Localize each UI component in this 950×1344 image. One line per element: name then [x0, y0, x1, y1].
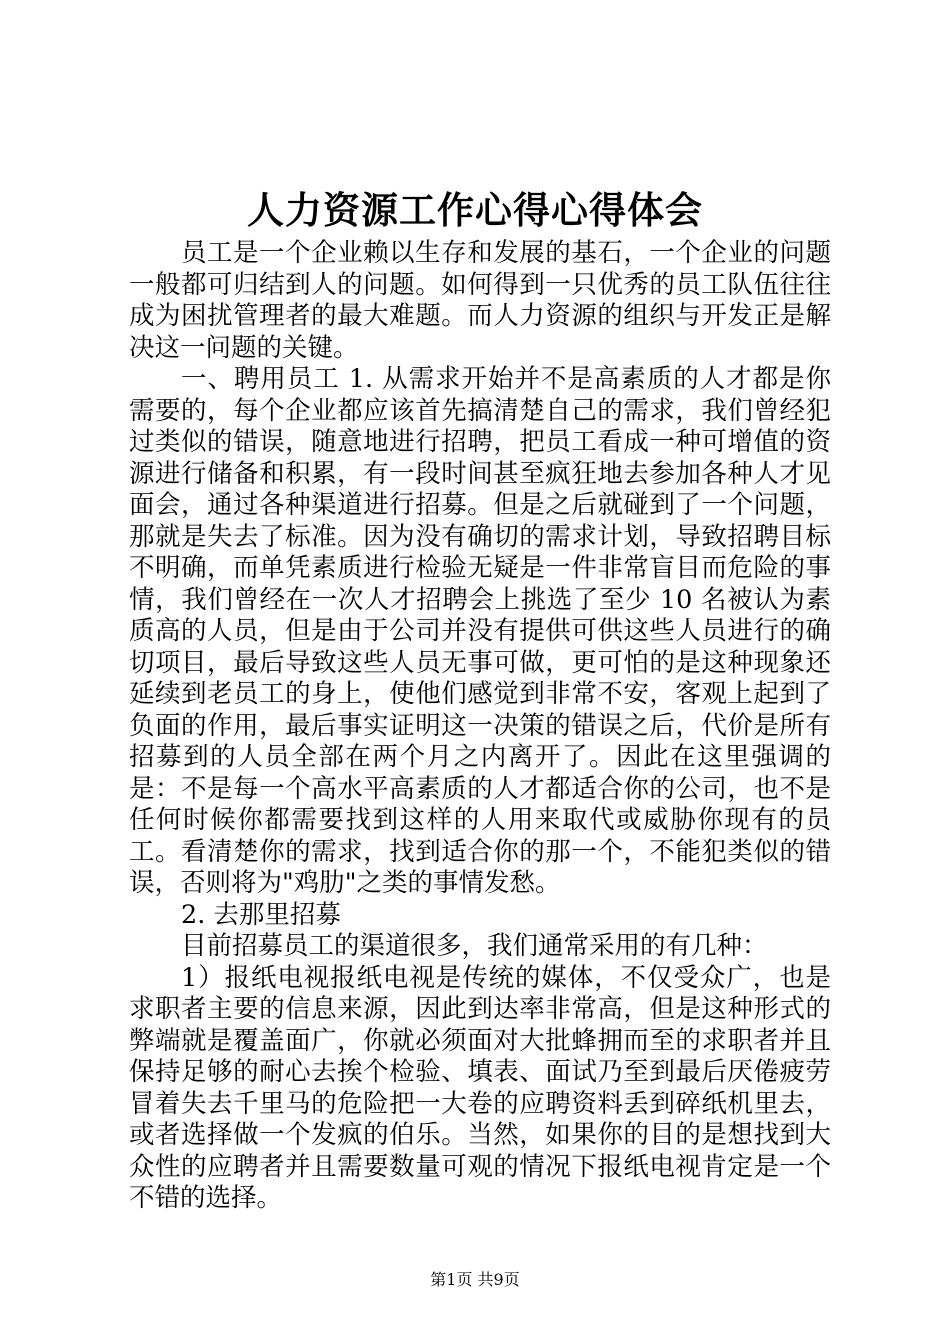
- paragraph-hiring-needs: 一、聘用员工 1. 从需求开始并不是高素质的人才都是你需要的，每个企业都应该首先搞清楚自己的需求，我们曾经犯过类似的错误，随意地进行招聘，把员工看成一种可增值的资源进行储备和积累，有一段时间甚至疯狂地去参加各种人才见面会，通过各种渠道进行招募。但是之后就碰到了一个问题，那就是失去了标准。因为没有确切的需求计划，导致招聘目标不明确，而单凭素质进行检验无疑是一件非常盲目而危险的事情，我们曾经在一次人才招聘会上挑选了至少 10 名被认为素质高的人员，但是由于公司并没有提供可供这些人员进行的确切项目，最后导致这些人员无事可做，更可怕的是这种现象还延续到老员工的身上，使他们感觉到非常不安，客观上起到了负面的作用，最后事实证明这一决策的错误之后，代价是所有招募到的人员全部在两个月之内离开了。因此在这里强调的是：不是每一个高水平高素质的人才都适合你的公司，也不是任何时候你都需要找到这样的人用来取代或威胁你现有的员工。看清楚你的需求，找到适合你的那一个，不能犯类似的错误，否则将为"鸡肋"之类的事情发愁。: [129, 364, 831, 898]
- paragraph-newspaper-tv: 1）报纸电视报纸电视是传统的媒体，不仅受众广，也是求职者主要的信息来源，因此到达率非常高，但是这种形式的弊端就是覆盖面广，你就必须面对大批蜂拥而至的求职者并且保持足够的耐心去挨个检验、填表、面试乃至到最后厌倦疲劳冒着失去千里马的危险把一大卷的应聘资料丢到碎纸机里去，或者选择做一个发疯的伯乐。当然，如果你的目的是想找到大众性的应聘者并且需要数量可观的情况下报纸电视肯定是一个不错的选择。: [129, 962, 831, 1213]
- document-body: [129, 238, 831, 1215]
- paragraph-intro: 员工是一个企业赖以生存和发展的基石，一个企业的问题一般都可归结到人的问题。如何得到一只优秀的员工队伍往往成为困扰管理者的最大难题。而人力资源的组织与开发正是解决这一问题的关键。: [129, 238, 831, 363]
- page-number-footer: 第1页 共9页: [430, 1270, 520, 1289]
- paragraph-where-to-recruit: 2. 去那里招募: [181, 899, 341, 930]
- document-title: 人力资源工作心得心得体会: [247, 188, 703, 232]
- paragraph-recruit-channels: 目前招募员工的渠道很多，我们通常采用的有几种：: [181, 931, 768, 961]
